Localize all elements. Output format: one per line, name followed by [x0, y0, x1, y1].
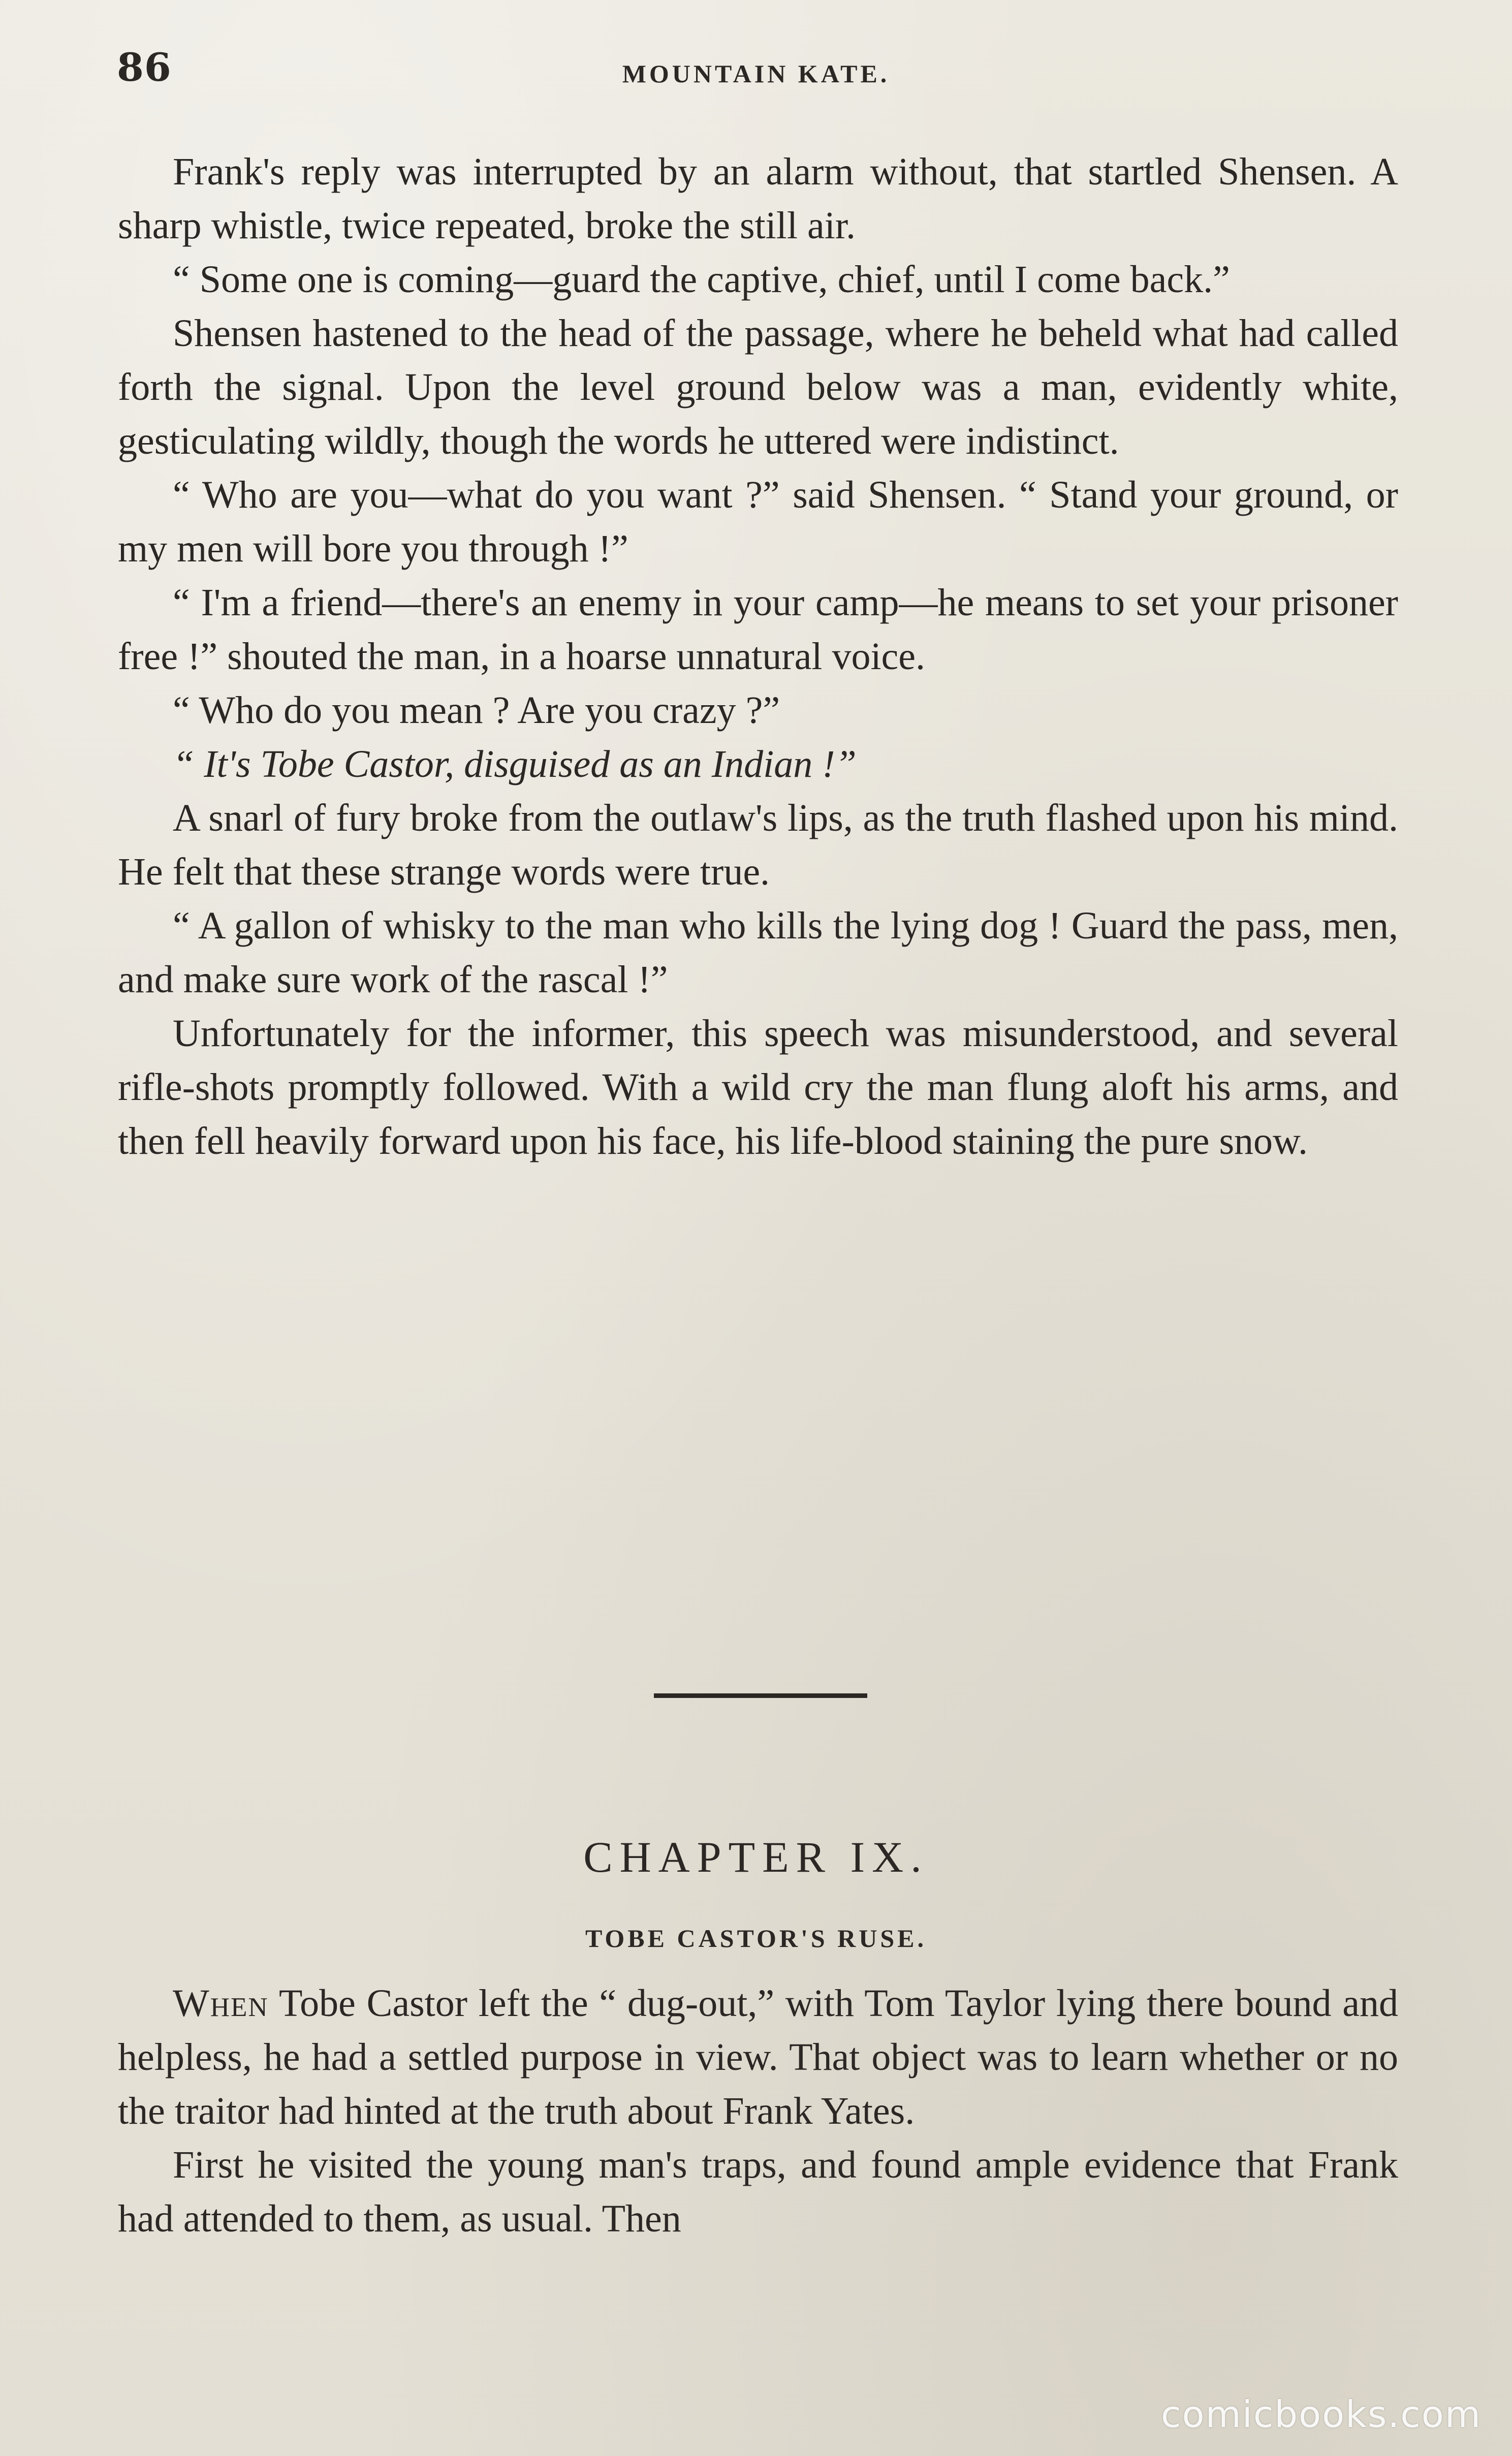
paragraph: “ A gallon of whisky to the man who kills the lying dog ! Guard the pass, men, and make sure work of the rascal !”: [118, 904, 1398, 1001]
paragraph: Shensen hastened to the head of the passage, where he beheld what had called forth the signal. Upon the level ground below was a man, evidently white, gesticulating wildly, though the words he uttered were indistinct.: [118, 312, 1398, 462]
paragraph: Unfortunately for the informer, this speech was misunderstood, and several rifle-shots promptly followed. With a wild cry the man flung aloft his arms, and then fell heavily forward upon his face, his life-blood staining the pure snow.: [118, 1012, 1398, 1162]
paragraph: [118, 1976, 1398, 2138]
paragraph-text: Tobe Castor left the “ dug-out,” with Tom Taylor lying there bound and helpless, he had a settled purpose in view. That object was to learn whether or no the traitor had hinted at the truth about Frank Yates.: [118, 1982, 1398, 2132]
watermark: comicbooks.com: [1160, 2393, 1482, 2436]
paragraph: “ Who are you—what do you want ?” said Shensen. “ Stand your ground, or my men will bore you through !”: [118, 474, 1398, 570]
paragraph: First he visited the young man's traps, and found ample evidence that Frank had attended to them, as usual. Then: [118, 2144, 1398, 2240]
page-header: [117, 40, 1395, 96]
body-text-chapter: [118, 1976, 1398, 2246]
paragraph-italic: “ It's Tobe Castor, disguised as an Indian !”: [173, 743, 857, 785]
paragraph: “ Who do you mean ? Are you crazy ?”: [173, 689, 780, 732]
chapter-subtitle: TOBE CASTOR'S RUSE.: [585, 1924, 927, 1953]
paragraph: Frank's reply was interrupted by an alarm without, that startled Shensen. A sharp whistle, twice repeated, broke the still air.: [118, 150, 1398, 247]
body-text-before-chapter: [118, 145, 1398, 1168]
section-divider: [654, 1693, 867, 1698]
running-title: MOUNTAIN KATE.: [622, 59, 890, 88]
chapter-title: CHAPTER IX.: [583, 1833, 929, 1881]
paragraph: “ I'm a friend—there's an enemy in your camp—he means to set your prisoner free !” shouted the man, in a hoarse unnatural voice.: [118, 581, 1398, 678]
paragraph: “ Some one is coming—guard the captive, chief, until I come back.”: [173, 258, 1230, 301]
paragraph: A snarl of fury broke from the outlaw's lips, as the truth flashed upon his mind. He felt that these strange words were true.: [118, 797, 1398, 893]
opening-word: When: [173, 1982, 269, 2025]
page-number: 86: [117, 45, 172, 90]
